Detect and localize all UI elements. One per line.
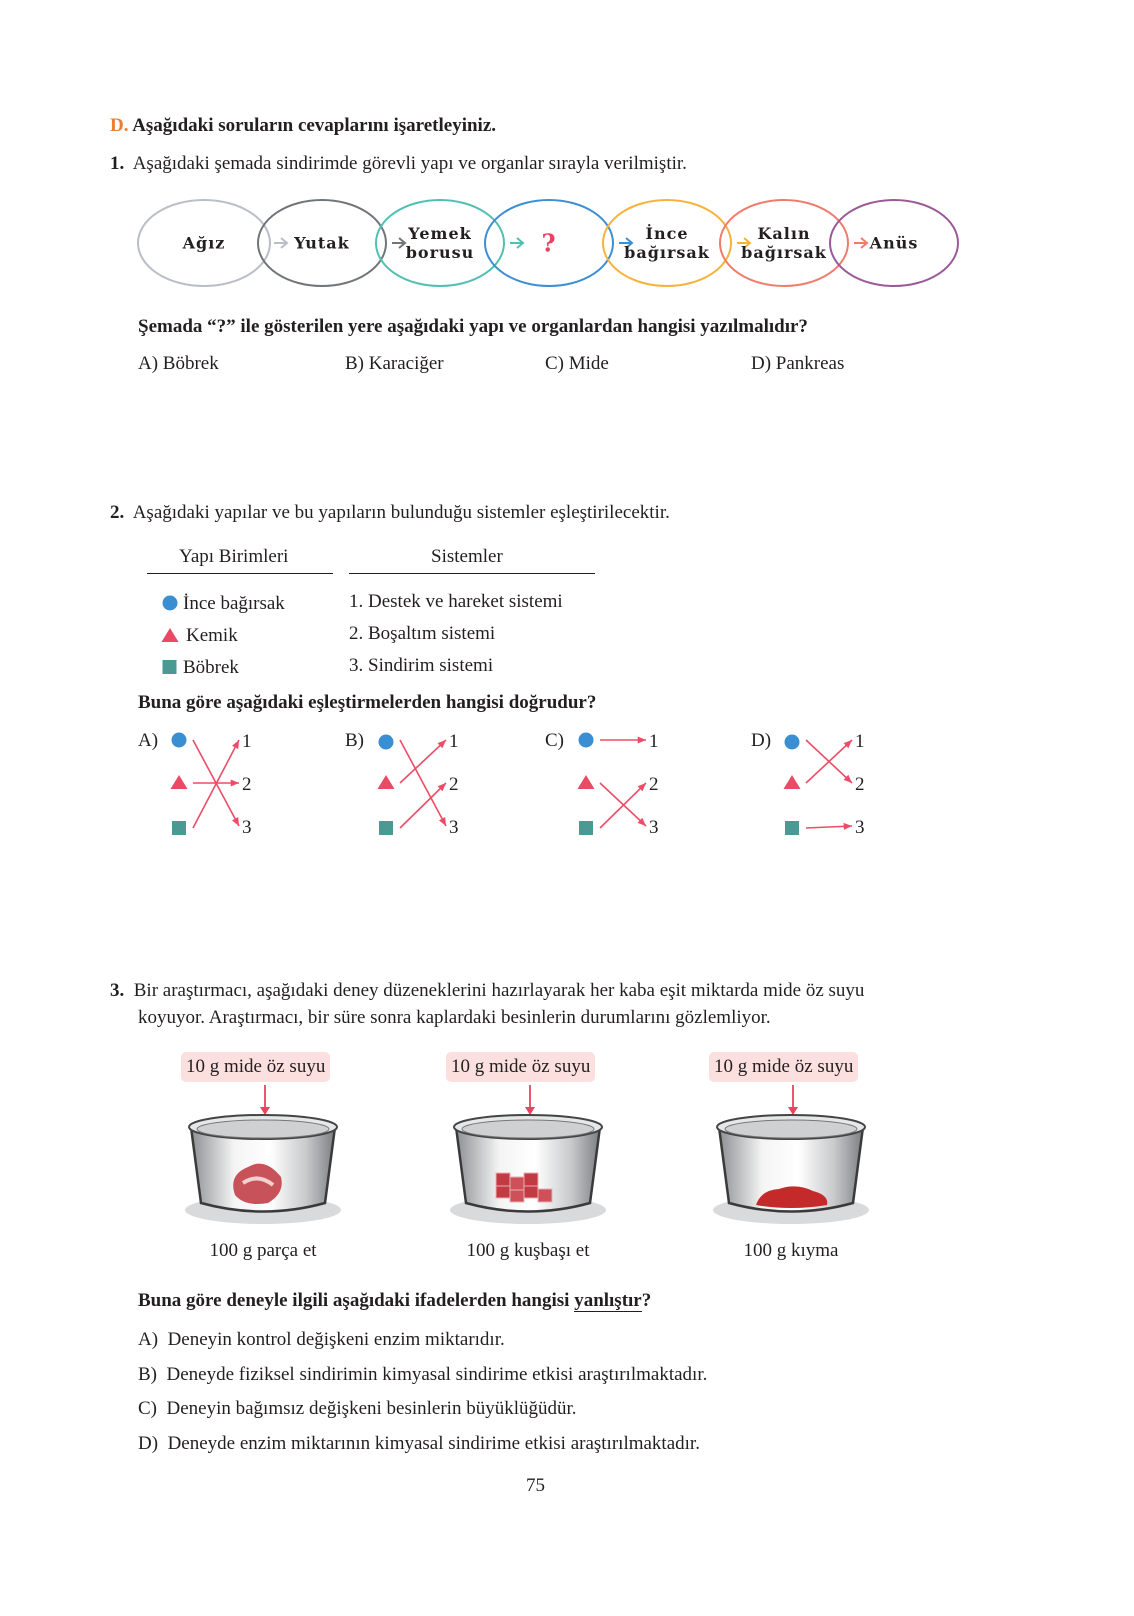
- q2-prompt: Buna göre aşağıdaki eşleştirmelerden hangisi doğrudur?: [138, 692, 597, 713]
- oval-label: Anüs: [869, 233, 919, 253]
- header-rule: [349, 573, 595, 574]
- square-icon: [163, 660, 177, 674]
- q3-prompt: Buna göre deneyle ilgili aşağıdaki ifadelerden hangisi yanlıştır?: [138, 1290, 652, 1311]
- page-number: 75: [526, 1475, 545, 1496]
- setup-caption: 100 g kıyma: [743, 1240, 839, 1261]
- arrow-head-icon: [231, 779, 239, 786]
- q2-stem: 2. Aşağıdaki yapılar ve bu yapıların bulunduğu sistemler eşleştirilecektir.: [110, 502, 670, 523]
- q1-stem: 1. Aşağıdaki şemada sindirimde görevli yapı ve organlar sırayla verilmiştir.: [110, 153, 687, 174]
- q1-option-c[interactable]: C) Mide: [545, 353, 609, 374]
- matching-options: [0, 720, 1134, 850]
- circle-icon: [579, 733, 594, 748]
- system-number: 2: [649, 774, 659, 795]
- oval-label: Kalın bağırsak: [741, 224, 827, 262]
- triangle-icon: [578, 775, 595, 789]
- q3-option-c[interactable]: C) Deneyin bağımsız değişkeni besinlerin büyüklüğüdür.: [138, 1398, 577, 1419]
- q1-prompt: Şemada “?” ile gösterilen yere aşağıdaki yapı ve organlardan hangisi yazılmalıdır?: [138, 316, 808, 337]
- section-heading: D. Aşağıdaki soruların cevaplarını işaretleyiniz.: [110, 115, 497, 136]
- systems-header: Sistemler: [431, 546, 503, 567]
- system-number: 2: [855, 774, 865, 795]
- arrow-head-icon: [525, 1107, 535, 1115]
- system-number: 3: [242, 817, 252, 838]
- square-icon: [579, 821, 593, 835]
- match-arrow: [400, 783, 446, 828]
- beaker-with-meat: [173, 1085, 353, 1235]
- circle-icon: [163, 596, 178, 611]
- system-number: 1: [242, 731, 252, 752]
- arrow-head-icon: [844, 823, 852, 830]
- system-number: 2: [449, 774, 459, 795]
- oval-label: Ağız: [182, 233, 226, 253]
- header-rule: [147, 573, 333, 574]
- square-icon: [379, 821, 393, 835]
- matching-option-c[interactable]: [545, 730, 659, 838]
- option-label: D): [751, 730, 772, 751]
- matching-option-d[interactable]: [751, 730, 865, 838]
- arrow-head-icon: [638, 736, 646, 743]
- arrow-right-icon: [274, 238, 287, 248]
- oval-label: ?: [541, 228, 557, 258]
- circle-icon: [379, 735, 394, 750]
- arrow-right-icon: [392, 238, 405, 248]
- triangle-icon: [162, 628, 179, 642]
- structure-kidney: Böbrek: [183, 657, 239, 678]
- system-number: 3: [855, 817, 865, 838]
- q3-stem: 3. Bir araştırmacı, aşağıdaki deney düzeneklerini hazırlayarak her kaba eşit miktarda mide öz suyu: [110, 980, 865, 1001]
- system-number: 1: [649, 731, 659, 752]
- setup-caption: 100 g kuşbaşı et: [466, 1240, 590, 1261]
- match-arrow: [400, 740, 446, 826]
- structure-icons: [155, 590, 185, 680]
- digestive-sequence-diagram: [0, 190, 1134, 300]
- q3-option-b[interactable]: B) Deneyde fiziksel sindirimin kimyasal sindirime etkisi araştırılmaktadır.: [138, 1364, 708, 1385]
- oval-label: Yutak: [294, 233, 350, 253]
- circle-icon: [172, 733, 187, 748]
- square-icon: [785, 821, 799, 835]
- system-1: 1. Destek ve hareket sistemi: [349, 591, 563, 612]
- system-number: 3: [449, 817, 459, 838]
- matching-option-a[interactable]: [138, 730, 252, 838]
- system-number: 1: [855, 731, 865, 752]
- triangle-icon: [784, 775, 801, 789]
- square-icon: [172, 821, 186, 835]
- oval-label: İnce bağırsak: [624, 224, 710, 262]
- arrow-right-icon: [854, 238, 867, 248]
- system-3: 3. Sindirim sistemi: [349, 655, 494, 676]
- q3-option-a[interactable]: A) Deneyin kontrol değişkeni enzim miktarıdır.: [138, 1329, 505, 1350]
- matching-option-b[interactable]: [345, 730, 459, 838]
- arrow-head-icon: [788, 1107, 798, 1115]
- structures-header: Yapı Birimleri: [179, 546, 289, 567]
- arrow-right-icon: [510, 238, 523, 248]
- setup-caption: 100 g parça et: [209, 1240, 317, 1261]
- q1-option-b[interactable]: B) Karaciğer: [345, 353, 444, 374]
- q3-option-d[interactable]: D) Deneyde enzim miktarının kimyasal sindirime etkisi araştırılmaktadır.: [138, 1433, 700, 1454]
- structure-small-intestine: İnce bağırsak: [183, 593, 285, 614]
- pot-inner: [725, 1120, 857, 1138]
- system-number: 3: [649, 817, 659, 838]
- gastric-juice-tag: 10 g mide öz suyu: [181, 1052, 330, 1082]
- q3-stem-line2: koyuyor. Araştırmacı, bir süre sonra kaplardaki besinlerin durumlarını gözlemliyor.: [138, 1007, 771, 1028]
- gastric-juice-tag: 10 g mide öz suyu: [446, 1052, 595, 1082]
- triangle-icon: [378, 775, 395, 789]
- system-2: 2. Boşaltım sistemi: [349, 623, 496, 644]
- pot-inner: [462, 1120, 594, 1138]
- beaker-with-meat: [701, 1085, 881, 1235]
- oval-label: Yemek borusu: [405, 224, 475, 262]
- pot-inner: [197, 1120, 329, 1138]
- arrow-head-icon: [260, 1107, 270, 1115]
- q1-option-a[interactable]: A) Böbrek: [138, 353, 219, 374]
- match-arrow: [400, 740, 446, 783]
- gastric-juice-tag: 10 g mide öz suyu: [709, 1052, 858, 1082]
- option-label: A): [138, 730, 159, 751]
- structure-bone: Kemik: [186, 625, 238, 646]
- option-label: B): [345, 730, 364, 751]
- beaker-with-meat: [438, 1085, 618, 1235]
- triangle-icon: [171, 775, 188, 789]
- system-number: 1: [449, 731, 459, 752]
- system-number: 2: [242, 774, 252, 795]
- option-label: C): [545, 730, 564, 751]
- circle-icon: [785, 735, 800, 750]
- q1-option-d[interactable]: D) Pankreas: [751, 353, 845, 374]
